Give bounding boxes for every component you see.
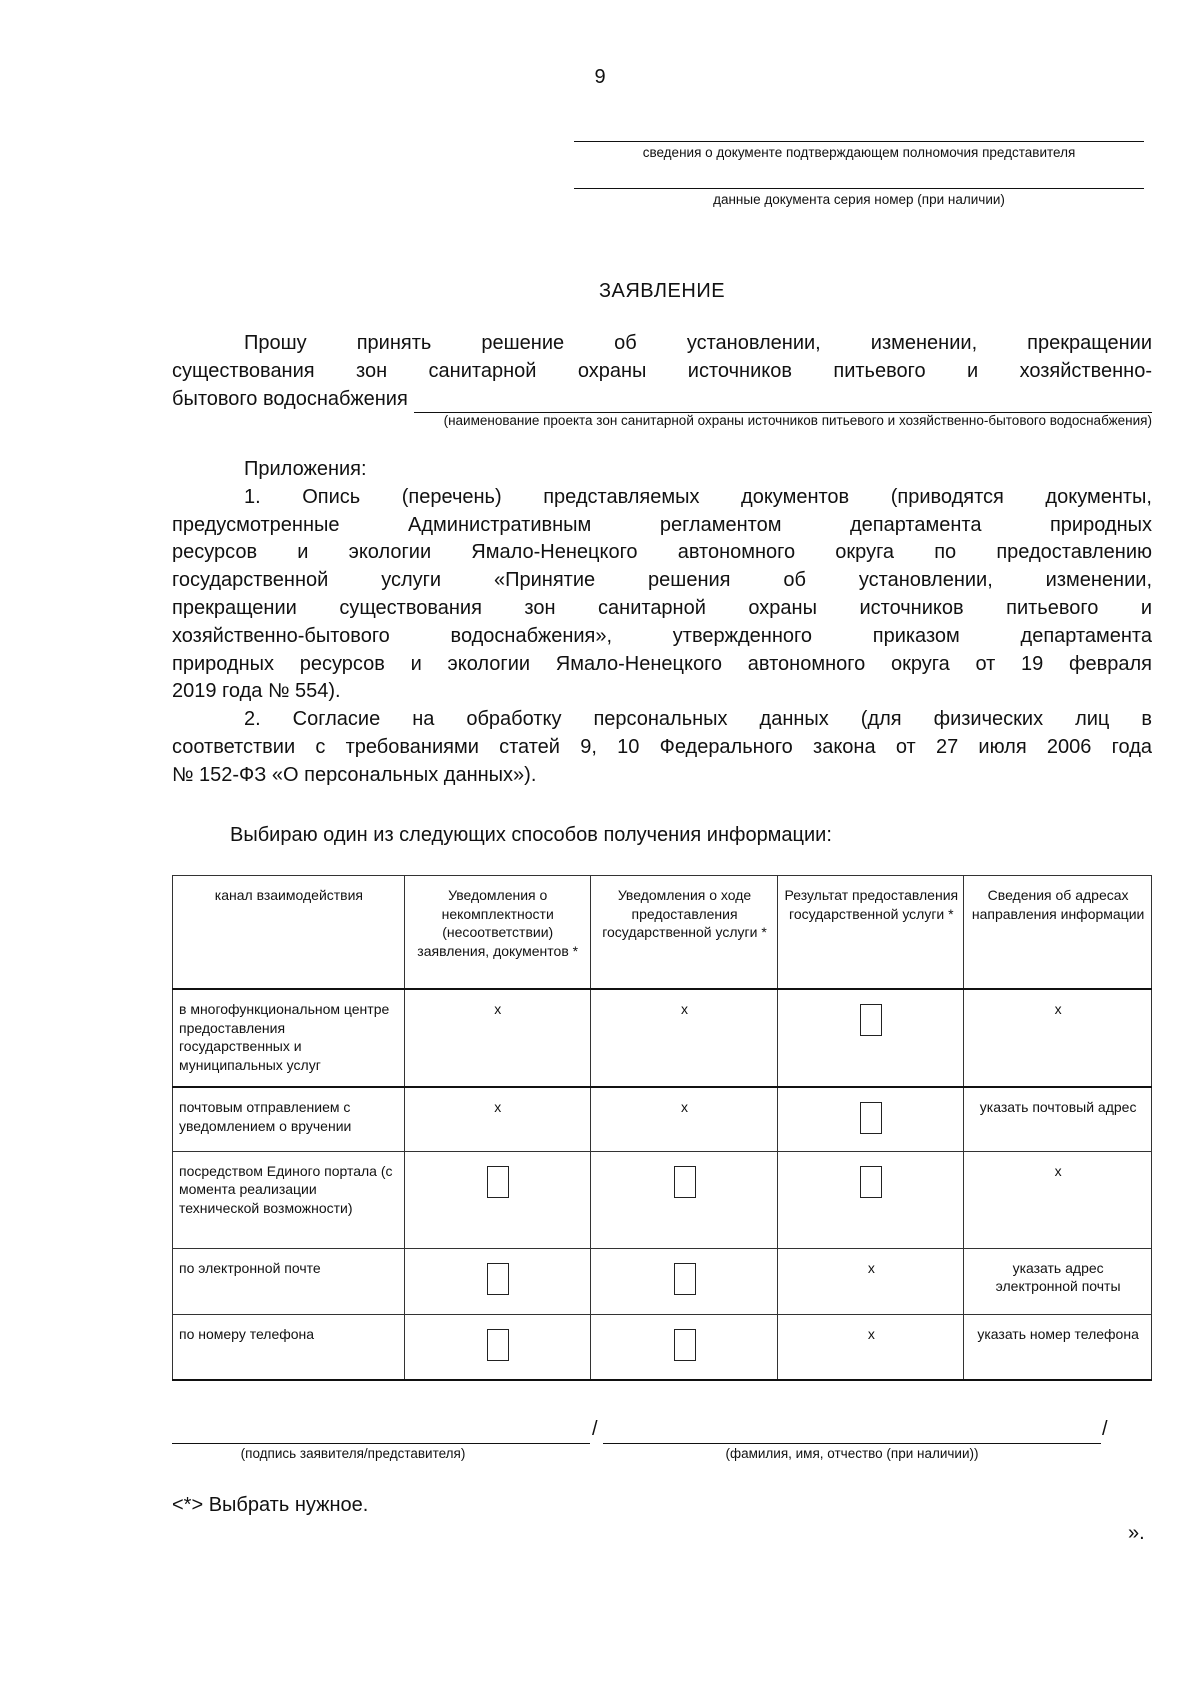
option-cell bbox=[404, 1151, 590, 1248]
option-cell bbox=[778, 1151, 964, 1248]
signature-separator: / bbox=[592, 1418, 598, 1440]
channel-cell: в многофункциональном центре предоставления государственных и муниципальных услуг bbox=[173, 989, 405, 1087]
attachment-line: 2019 года № 554). bbox=[172, 680, 341, 703]
address-instruction: указать почтовый адрес bbox=[964, 1087, 1152, 1151]
option-cell bbox=[778, 1087, 964, 1151]
notification-options-table bbox=[172, 875, 1152, 1381]
attachment-line: ресурсов и экологии Ямало-Ненецкого автономного округа по предоставлению bbox=[172, 541, 1152, 564]
not-applicable-mark: x bbox=[964, 989, 1152, 1087]
not-applicable-mark: x bbox=[404, 1087, 590, 1151]
option-cell bbox=[590, 1314, 778, 1380]
option-checkbox[interactable] bbox=[487, 1263, 509, 1295]
column-header: Уведомления о некомплектности (несоответствии) заявления, документов * bbox=[404, 876, 590, 990]
full-name-line[interactable] bbox=[603, 1443, 1101, 1444]
attachments-heading: Приложения: bbox=[244, 458, 367, 480]
attachment-line: 2. Согласие на обработку персональных данных (для физических лиц в bbox=[244, 708, 1152, 731]
column-header: Сведения об адресах направления информации bbox=[964, 876, 1152, 990]
closing-mark: ». bbox=[1128, 1522, 1145, 1544]
project-name-caption: (наименование проекта зон санитарной охраны источников питьевого и хозяйственно-бытового водоснабжения) bbox=[443, 413, 1152, 428]
document-title: ЗАЯВЛЕНИЕ bbox=[598, 280, 726, 302]
signature-caption: (подпись заявителя/представителя) bbox=[240, 1446, 466, 1461]
full-name-separator: / bbox=[1102, 1418, 1108, 1440]
full-name-caption: (фамилия, имя, отчество (при наличии)) bbox=[725, 1446, 979, 1461]
table-row bbox=[173, 989, 1152, 1087]
table-row bbox=[173, 1314, 1152, 1380]
attachments-section bbox=[172, 456, 1152, 790]
address-instruction: указать номер телефона bbox=[964, 1314, 1152, 1380]
not-applicable-mark: x bbox=[964, 1151, 1152, 1248]
page-number: 9 bbox=[594, 66, 606, 88]
column-header: Результат предоставления государственной услуги * bbox=[778, 876, 964, 990]
channel-cell: почтовым отправлением с уведомлением о вручении bbox=[173, 1087, 405, 1151]
table-row bbox=[173, 1087, 1152, 1151]
option-checkbox[interactable] bbox=[674, 1263, 696, 1295]
column-header: Уведомления о ходе предоставления государственной услуги * bbox=[590, 876, 778, 990]
choice-intro: Выбираю один из следующих способов получения информации: bbox=[230, 824, 832, 846]
attachment-line: соответствии с требованиями статей 9, 10 Федерального закона от 27 июля 2006 года bbox=[172, 735, 1152, 758]
attachment-line: предусмотренные Административным регламентом департамента природных bbox=[172, 513, 1152, 536]
option-checkbox[interactable] bbox=[860, 1102, 882, 1134]
table-row bbox=[173, 1248, 1152, 1314]
table-row bbox=[173, 1151, 1152, 1248]
address-instruction: указать адрес электронной почты bbox=[964, 1248, 1152, 1314]
not-applicable-mark: x bbox=[778, 1314, 964, 1380]
representative-doc-caption: сведения о документе подтверждающем полномочия представителя bbox=[642, 145, 1076, 160]
option-cell bbox=[778, 989, 964, 1087]
column-header: канал взаимодействия bbox=[173, 876, 405, 990]
option-checkbox[interactable] bbox=[674, 1166, 696, 1198]
request-line: Прошу принять решение об установлении, изменении, прекращении bbox=[244, 332, 1152, 354]
option-checkbox[interactable] bbox=[860, 1004, 882, 1036]
not-applicable-mark: x bbox=[590, 1087, 778, 1151]
footnote: <*> Выбрать нужное. bbox=[172, 1494, 369, 1516]
option-cell bbox=[590, 1248, 778, 1314]
option-cell bbox=[590, 1151, 778, 1248]
option-checkbox[interactable] bbox=[487, 1166, 509, 1198]
attachment-line: 1. Опись (перечень) представляемых документов (приводятся документы, bbox=[244, 485, 1152, 508]
channel-cell: по электронной почте bbox=[173, 1248, 405, 1314]
channel-cell: посредством Единого портала (с момента реализации технической возможности) bbox=[173, 1151, 405, 1248]
not-applicable-mark: x bbox=[590, 989, 778, 1087]
attachment-line: хозяйственно-бытового водоснабжения», утвержденного приказом департамента bbox=[172, 624, 1152, 647]
doc-series-line[interactable] bbox=[574, 188, 1144, 189]
attachment-line: природных ресурсов и экологии Ямало-Ненецкого автономного округа от 19 февраля bbox=[172, 652, 1152, 675]
not-applicable-mark: x bbox=[778, 1248, 964, 1314]
doc-series-caption: данные документа серия номер (при наличии) bbox=[713, 192, 1005, 207]
attachment-line: № 152-ФЗ «О персональных данных»). bbox=[172, 763, 537, 786]
project-name-field[interactable] bbox=[414, 392, 1152, 413]
attachment-line: прекращении существования зон санитарной охраны источников питьевого и bbox=[172, 596, 1152, 619]
channel-cell: по номеру телефона bbox=[173, 1314, 405, 1380]
table-header-row bbox=[173, 876, 1152, 990]
option-checkbox[interactable] bbox=[487, 1329, 509, 1361]
option-checkbox[interactable] bbox=[674, 1329, 696, 1361]
request-line: существования зон санитарной охраны источников питьевого и хозяйственно- bbox=[172, 359, 1152, 382]
attachment-line: государственной услуги «Принятие решения об установлении, изменении, bbox=[172, 569, 1152, 592]
signature-line[interactable] bbox=[172, 1443, 590, 1444]
option-cell bbox=[404, 1314, 590, 1380]
request-paragraph bbox=[172, 330, 1152, 413]
request-line: бытового водоснабжения bbox=[172, 387, 408, 410]
representative-doc-line[interactable] bbox=[574, 141, 1144, 142]
option-checkbox[interactable] bbox=[860, 1166, 882, 1198]
not-applicable-mark: x bbox=[404, 989, 590, 1087]
option-cell bbox=[404, 1248, 590, 1314]
